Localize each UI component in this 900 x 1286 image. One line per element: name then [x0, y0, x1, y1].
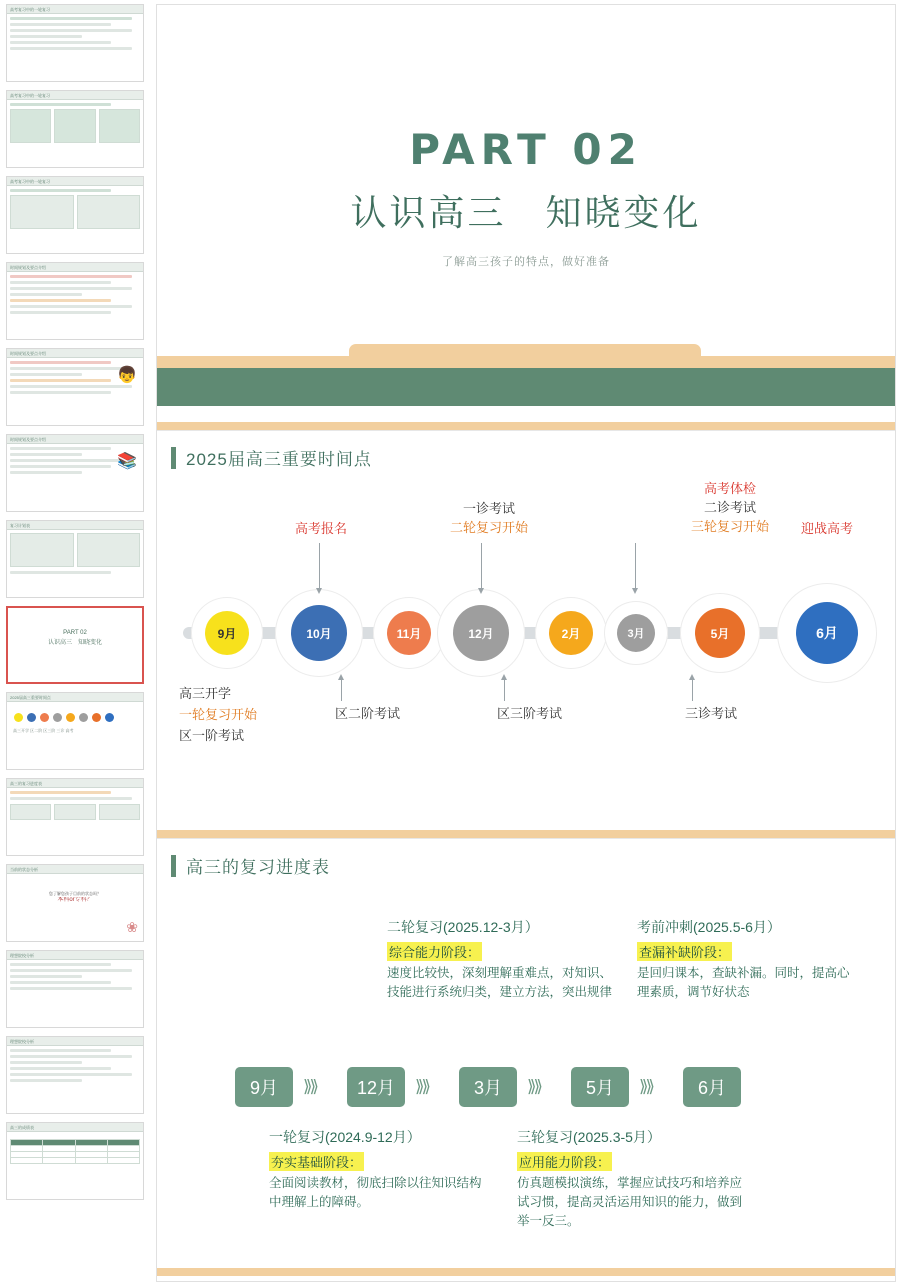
- slide-thumbnail-9[interactable]: [6, 692, 144, 770]
- thumb-header-2: 高考复习中的一轮复习: [7, 91, 143, 100]
- thumb-body-12: [7, 960, 143, 996]
- label-text: 区二阶考试: [335, 706, 401, 721]
- slide-thumbnail-3[interactable]: [6, 176, 144, 254]
- note-third-round: [517, 1127, 742, 1231]
- note-body: 是回归课本，查缺补漏。同时，提高心理素质，调节好状态: [637, 966, 850, 999]
- part-subtitle: 了解高三孩子的特点，做好准备: [442, 256, 610, 268]
- note-stage: 应用能力阶段：: [517, 1152, 612, 1171]
- thumb-header-14: 高三的成绩表: [7, 1123, 143, 1132]
- label-line-2: 二轮复习开始: [449, 520, 528, 535]
- progress-chip-3[interactable]: 3月: [459, 1067, 517, 1107]
- label-text: 高考报名: [294, 521, 347, 536]
- progress-bottom-strip: [157, 1268, 895, 1276]
- thumb-header-6: 时间规划及要点介绍: [7, 435, 143, 444]
- timeline-label-first-diagnostic: [419, 499, 559, 537]
- timeline-node-11[interactable]: 11月: [387, 611, 431, 655]
- note-stage: 夯实基础阶段：: [269, 1152, 364, 1171]
- thumb-body-9: 高三开学 区二阶 区三阶 三诊 高考: [7, 702, 143, 737]
- title-banner-decoration: [157, 344, 895, 406]
- note-stage: 查漏补缺阶段：: [637, 942, 732, 961]
- part-number-label: PART 02: [409, 125, 643, 174]
- thumb-header-11: 当前的状态分析: [7, 865, 143, 874]
- progress-chip-9[interactable]: 9月: [235, 1067, 293, 1107]
- thumb-header-12: 理想院校分析: [7, 951, 143, 960]
- thumb-timeline-dots: [10, 713, 140, 722]
- section-accent-bar: [171, 447, 176, 469]
- thumb-part-label-8: PART 02: [63, 630, 87, 636]
- timeline-label-gaokao: [765, 519, 889, 538]
- timeline-label-third-diagnostic: [685, 703, 805, 724]
- label-line-3: 区一阶考试: [179, 728, 245, 743]
- timeline-section-title: 2025届高三重要时间点: [186, 450, 372, 469]
- thumb-score-table: [10, 1139, 140, 1164]
- thumb-header-1: 高考复习中的一轮复习: [7, 5, 143, 14]
- progress-chevron-3: ⟫⟫: [527, 1077, 540, 1096]
- thumb-body-2: [7, 100, 143, 146]
- progress-section-header: [157, 839, 895, 878]
- slide-thumbnail-10[interactable]: [6, 778, 144, 856]
- thumb-title-8: [8, 608, 142, 648]
- timeline-label-gaokao-signup: [261, 519, 381, 538]
- label-text: 区三阶考试: [497, 706, 563, 721]
- slide-thumbnail-7[interactable]: [6, 520, 144, 598]
- slide-thumbnail-13[interactable]: [6, 1036, 144, 1114]
- timeline-arrow-1: [319, 543, 320, 589]
- slide-thumbnail-rail[interactable]: [0, 0, 152, 1286]
- note-title: 三轮复习(2025.3-5月）: [517, 1129, 661, 1145]
- banner-green-bar: [157, 368, 895, 406]
- timeline-node-9[interactable]: 9月: [205, 611, 249, 655]
- note-body: 速度比较快，深刻理解重难点，对知识、技能进行系统归类，建立方法，突出规律: [387, 966, 613, 999]
- timeline-node-10[interactable]: 10月: [291, 605, 347, 661]
- label-line-1: 高考体检: [703, 481, 756, 496]
- thumb-header-13: 理想院校分析: [7, 1037, 143, 1046]
- thumb-body-13: [7, 1046, 143, 1088]
- thumb-body-4: [7, 272, 143, 320]
- timeline-section-header: [157, 431, 895, 470]
- slide-thumbnail-5[interactable]: [6, 348, 144, 426]
- label-line-1: 高三开学: [179, 686, 232, 701]
- note-second-round: [387, 917, 617, 1002]
- progress-chip-5[interactable]: 5月: [571, 1067, 629, 1107]
- slide-canvas[interactable]: [156, 4, 896, 1282]
- progress-chip-6[interactable]: 6月: [683, 1067, 741, 1107]
- thumb-header-5: 时间规划及要点介绍: [7, 349, 143, 358]
- timeline-arrow-3: [635, 543, 636, 589]
- label-line-2: 一轮复习开始: [179, 707, 258, 722]
- label-line-1: 一诊考试: [462, 501, 515, 516]
- slide-thumbnail-14[interactable]: [6, 1122, 144, 1200]
- label-text: 三诊考试: [685, 706, 738, 721]
- timeline-node-3[interactable]: 3月: [617, 614, 655, 652]
- progress-section-title: 高三的复习进度表: [186, 858, 330, 877]
- title-bottom-strip: [157, 422, 895, 430]
- timeline-node-6[interactable]: 6月: [796, 602, 858, 664]
- slide-thumbnail-8-active[interactable]: [6, 606, 144, 684]
- note-body: 仿真题模拟演练，掌握应试技巧和培养应试习惯，提高灵活运用知识的能力，做到举一反三。: [517, 1176, 743, 1228]
- part-title-section: [157, 5, 895, 430]
- thumb-header-7: 复习计划表: [7, 521, 143, 530]
- timeline-label-term-start: [179, 683, 339, 746]
- thumb-body-11: 您了解您孩子目前的状态吗？ 本科or专科？: [49, 891, 101, 903]
- timeline-node-2[interactable]: 2月: [549, 611, 593, 655]
- timeline-section: [157, 430, 895, 838]
- note-stage: 综合能力阶段：: [387, 942, 482, 961]
- flower-decoration-icon: ❀: [126, 919, 138, 935]
- note-title: 考前冲刺(2025.5-6月）: [637, 919, 781, 935]
- thumb-body-1: [7, 14, 143, 56]
- timeline-arrow-6: [692, 679, 693, 701]
- thumb-body-7: [7, 530, 143, 580]
- label-line-3: 三轮复习开始: [690, 519, 769, 534]
- progress-chevron-2: ⟫⟫: [415, 1077, 428, 1096]
- timeline-bottom-strip: [157, 830, 895, 838]
- timeline-arrow-2: [481, 543, 482, 589]
- progress-chip-12[interactable]: 12月: [347, 1067, 405, 1107]
- label-text: 迎战高考: [800, 521, 853, 536]
- reader-illustration-icon: 📚: [117, 453, 137, 470]
- thumb-body-10: [7, 788, 143, 823]
- note-first-round: [269, 1127, 489, 1212]
- banner-orange-bar: [157, 356, 895, 368]
- slide-thumbnail-11[interactable]: [6, 864, 144, 942]
- section-accent-bar: [171, 855, 176, 877]
- slide-thumbnail-12[interactable]: [6, 950, 144, 1028]
- progress-chevron-4: ⟫⟫: [639, 1077, 652, 1096]
- thumb-part-title-8: 认识高三 知晓变化: [47, 640, 102, 646]
- note-title: 一轮复习(2024.9-12月）: [269, 1129, 421, 1145]
- slide-thumbnail-4[interactable]: [6, 262, 144, 340]
- thumb-header-4: 时间规划及要点介绍: [7, 263, 143, 272]
- timeline-node-12[interactable]: 12月: [453, 605, 509, 661]
- thumb-body-3: [7, 186, 143, 232]
- review-progress-section: [157, 838, 895, 1276]
- thumb-header-3: 高考复习中的一轮复习: [7, 177, 143, 186]
- timeline-label-district-exam-3: [497, 703, 617, 724]
- note-final-sprint: [637, 917, 852, 1002]
- student-illustration-icon: 👦: [117, 367, 137, 384]
- thumb-header-9: 2025届高三重要时间点: [7, 693, 143, 702]
- part-heading: 认识高三 知晓变化: [350, 192, 702, 233]
- label-line-2: 二诊考试: [703, 500, 756, 515]
- thumb-header-10: 高三的复习进度表: [7, 779, 143, 788]
- slide-thumbnail-2[interactable]: [6, 90, 144, 168]
- slide-thumbnail-1[interactable]: [6, 4, 144, 82]
- progress-chevron-1: ⟫⟫: [303, 1077, 316, 1096]
- timeline-label-district-exam-2: [335, 703, 455, 724]
- slide-thumbnail-6[interactable]: [6, 434, 144, 512]
- timeline-node-5[interactable]: 5月: [695, 608, 745, 658]
- thumb-body-14: [7, 1132, 143, 1167]
- timeline-arrow-5: [504, 679, 505, 701]
- note-body: 全面阅读教材，彻底扫除以往知识结构中理解上的障碍。: [269, 1176, 482, 1209]
- note-title: 二轮复习(2025.12-3月）: [387, 919, 539, 935]
- timeline-arrow-4: [341, 679, 342, 701]
